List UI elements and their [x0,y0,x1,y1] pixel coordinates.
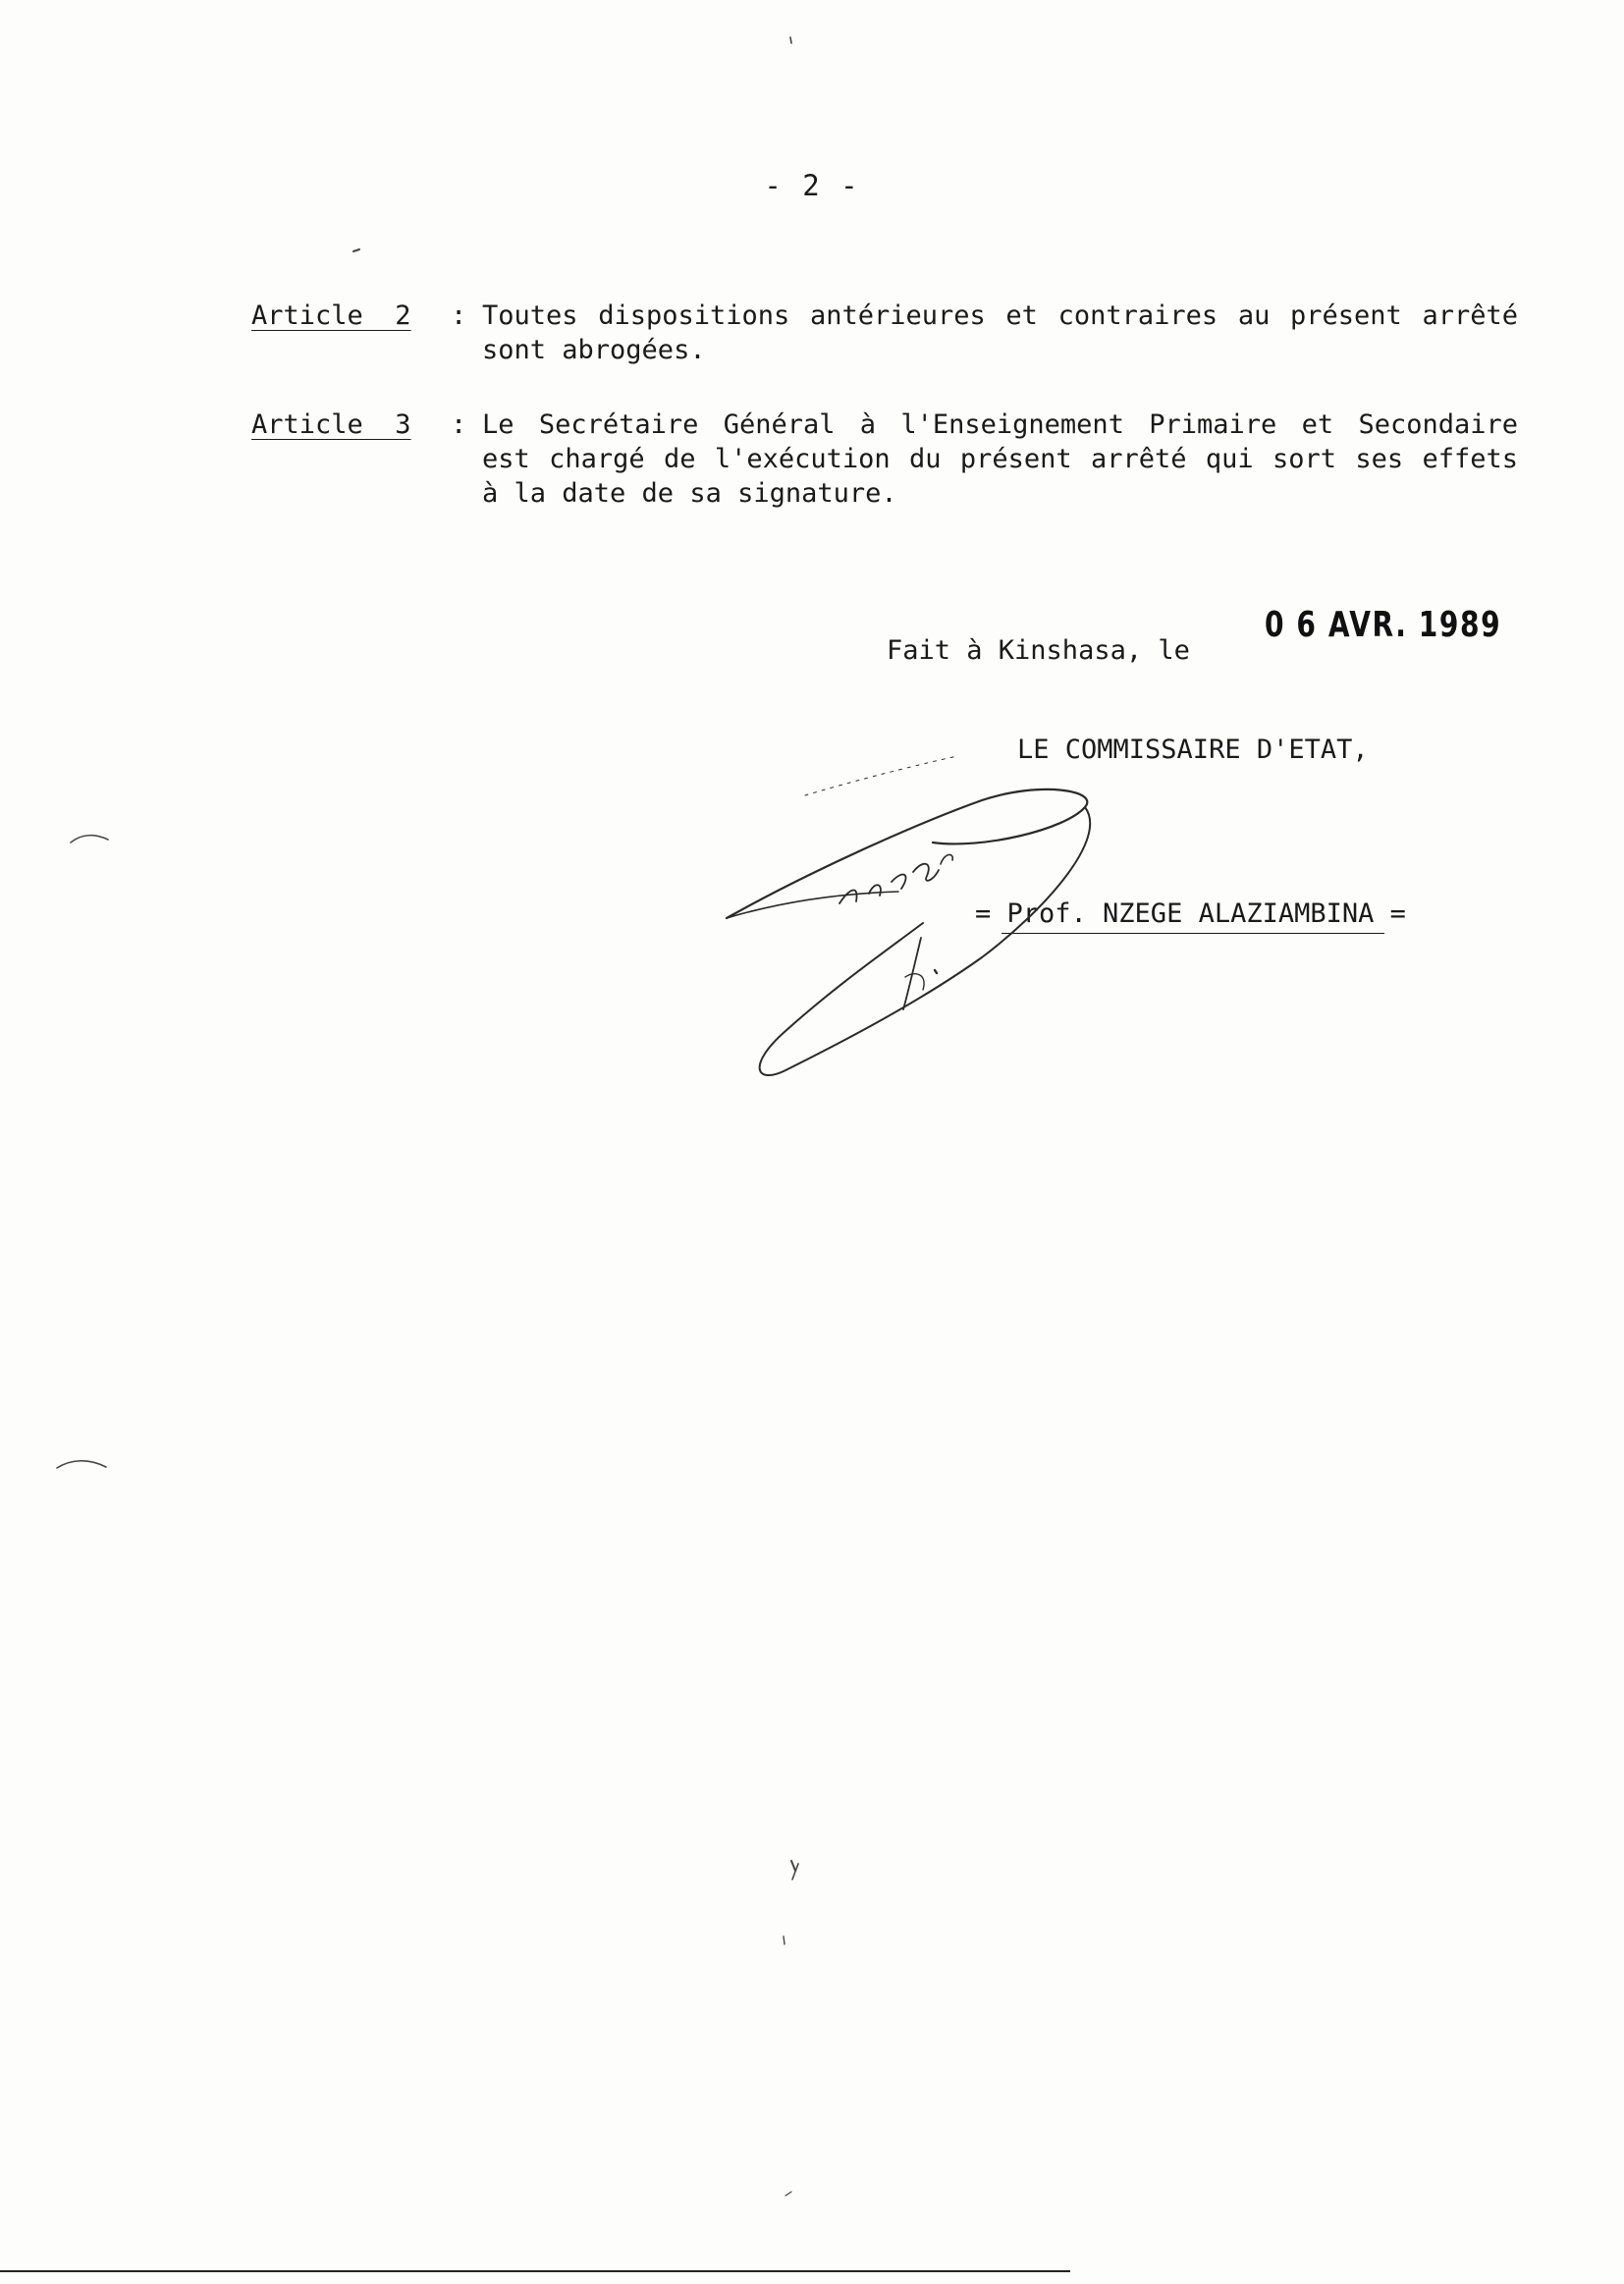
place-date-line: Fait à Kinshasa, le [887,635,1190,666]
office-title: LE COMMISSAIRE D'ETAT, [1017,734,1369,765]
date-stamp: 0 6 AVR. 1989 [1265,605,1502,645]
signatory-name: = Prof. NZEGE ALAZIAMBINA = [975,898,1406,929]
article-3-label: Article 3 [251,409,411,440]
handwritten-signature [687,746,1237,1090]
article-2-label: Article 2 [251,300,411,331]
bottom-rule [0,2270,1070,2272]
article-3-colon: : [451,409,467,440]
article-2-colon: : [451,300,467,331]
article-2-body: Toutes dispositions antérieures et contraires au présent arrêté sont abrogées. [482,300,1518,365]
page-number: - 2 - [764,169,860,202]
article-3-body: Le Secrétaire Général à l'Enseignement Primaire et Secondaire est chargé de l'exécution du présent arrêté qui sort ses effets à la date de sa signature. [482,409,1518,509]
